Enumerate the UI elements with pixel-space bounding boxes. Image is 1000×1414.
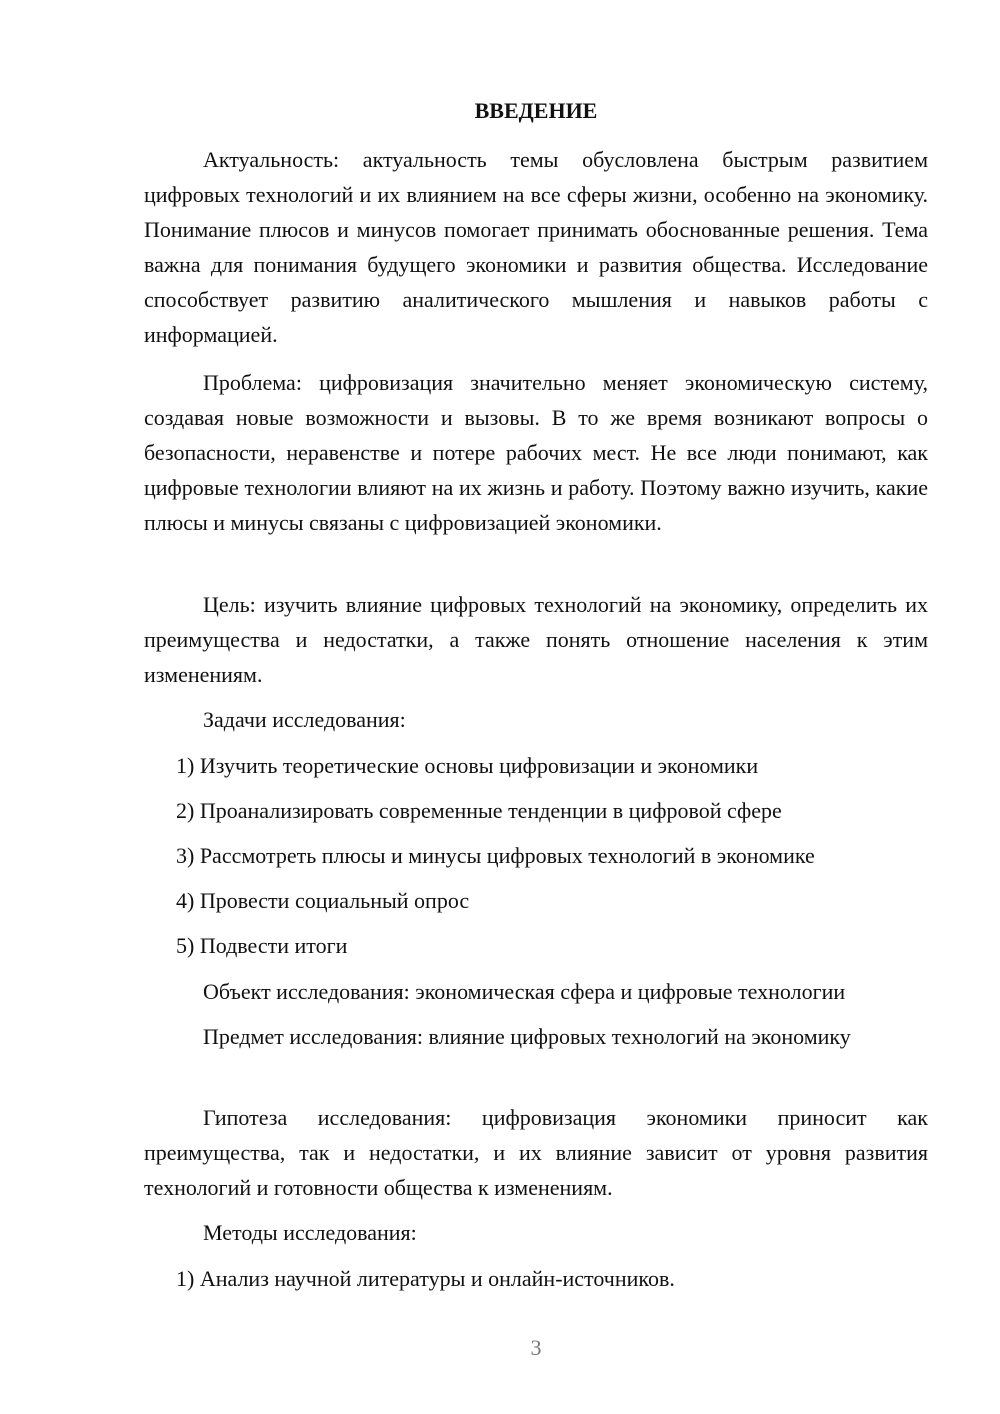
page-number: 3 xyxy=(530,1335,542,1360)
paragraph-problem-text: Проблема: цифровизация значительно меняет экономическую систему, создавая новые возможности и вызовы. В то же время возникают вопросы о безопасности, неравенстве и потере рабочих мест. Не все люди понимают, как цифровые технологии влияют на их жизнь и работу. Поэтому важно изучить, какие плюсы и минусы связаны с цифровизацией экономики. xyxy=(144,370,928,535)
paragraph-object xyxy=(144,974,928,1009)
paragraph-problem xyxy=(144,365,928,540)
paragraph-goal-text: Цель: изучить влияние цифровых технологий на экономику, определить их преимущества и недостатки, а также понять отношение населения к этим изменениям. xyxy=(144,592,928,687)
paragraph-goal xyxy=(144,587,928,692)
methods-heading-text: Методы исследования: xyxy=(203,1220,417,1245)
task-item-4: 4) Провести социальный опрос xyxy=(176,888,470,913)
task-item-3: 3) Рассмотреть плюсы и минусы цифровых технологий в экономике xyxy=(176,843,815,868)
paragraph-relevance-text: Актуальность: актуальность темы обусловлена быстрым развитием цифровых технологий и их влиянием на все сферы жизни, особенно на экономику. Понимание плюсов и минусов помогает принимать обоснованные решения. Тема важна для понимания будущего экономики и развития общества. Исследование способствует развитию аналитического мышления и навыков работы с информацией. xyxy=(144,147,928,347)
paragraph-relevance xyxy=(144,142,928,352)
paragraph-subject-text: Предмет исследования: влияние цифровых технологий на экономику xyxy=(203,1024,851,1049)
methods-heading xyxy=(144,1215,928,1250)
paragraph-hypothesis xyxy=(144,1100,928,1205)
paragraph-subject xyxy=(144,1019,928,1054)
task-item-1: 1) Изучить теоретические основы цифровизации и экономики xyxy=(176,753,759,778)
paragraph-object-text: Объект исследования: экономическая сфера и цифровые технологии xyxy=(203,979,846,1004)
page-title: ВВЕДЕНИЕ xyxy=(474,98,598,123)
task-item-5: 5) Подвести итоги xyxy=(176,933,348,958)
method-item-1: 1) Анализ научной литературы и онлайн-источников. xyxy=(176,1266,675,1291)
task-item-2: 2) Проанализировать современные тенденции в цифровой сфере xyxy=(176,798,782,823)
tasks-heading-text: Задачи исследования: xyxy=(203,707,406,732)
tasks-heading xyxy=(144,702,928,737)
paragraph-hypothesis-text: Гипотеза исследования: цифровизация экономики приносит как преимущества, так и недостатки, и их влияние зависит от уровня развития технологий и готовности общества к изменениям. xyxy=(144,1105,928,1200)
